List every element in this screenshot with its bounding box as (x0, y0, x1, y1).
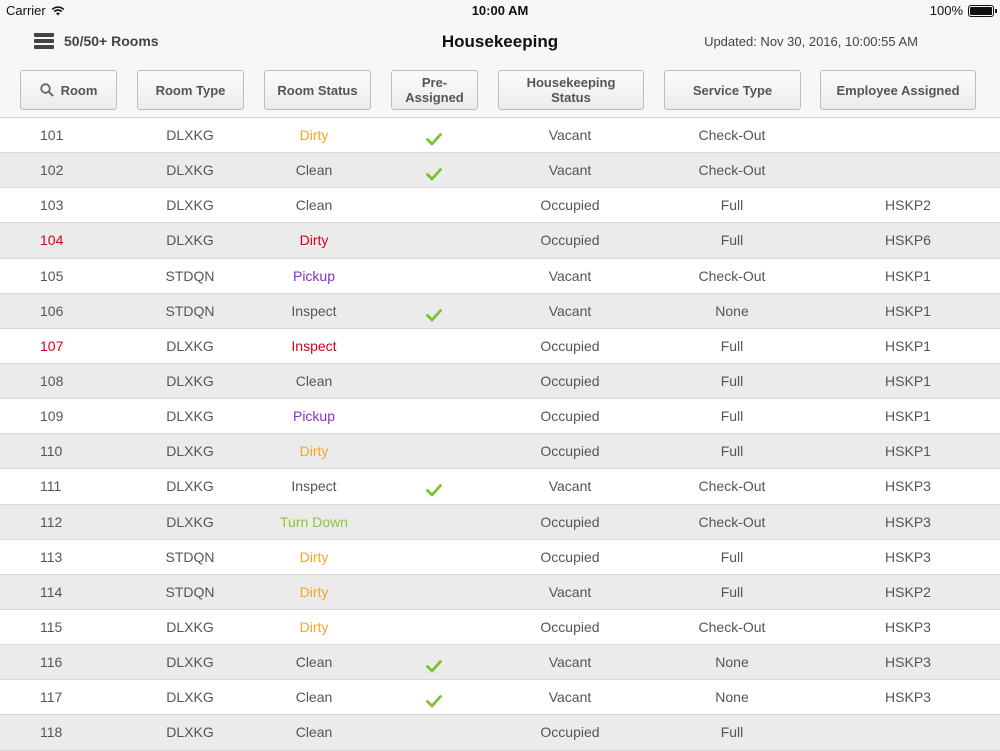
room-number: 109 (40, 408, 64, 425)
service-type: Full (720, 408, 744, 425)
room-status: Dirty (299, 618, 329, 635)
pre-assigned (414, 680, 454, 715)
housekeeping-status: Vacant (548, 478, 592, 495)
employee-assigned: HSKP3 (885, 654, 931, 671)
page-title: Housekeeping (441, 32, 559, 51)
pre-assigned-label-line2: Assigned (405, 90, 464, 105)
employee-assigned: HSKP1 (885, 267, 931, 284)
room-number: 101 (40, 127, 64, 143)
service-type: Full (720, 724, 744, 741)
service-type-button[interactable] (664, 70, 801, 110)
room-status: Clean (295, 724, 333, 741)
pre-assigned (414, 505, 454, 540)
battery-icon (968, 5, 994, 17)
housekeeping-status: Occupied (540, 337, 600, 354)
employee-assigned: HSKP6 (885, 232, 931, 249)
employee-assigned (848, 118, 968, 153)
service-type: None (715, 689, 749, 706)
room-type: DLXKG (166, 162, 214, 179)
column-filter-bar (0, 62, 1000, 118)
room-status: Pickup (292, 267, 336, 284)
pre-assigned (414, 188, 454, 223)
room-number: 111 (40, 478, 62, 495)
check-icon (426, 308, 442, 322)
room-type: DLXKG (166, 513, 214, 530)
pre-assigned (414, 575, 454, 610)
clock: 10:00 AM (471, 3, 529, 18)
employee-assigned: HSKP1 (885, 372, 931, 389)
employee-assigned (848, 153, 968, 188)
service-type: Check-Out (698, 162, 766, 179)
room-status: Clean (295, 654, 333, 671)
room-status: Clean (295, 197, 333, 214)
table-row[interactable] (0, 153, 1000, 188)
employee-assigned: HSKP3 (885, 478, 931, 495)
housekeeping-status: Vacant (548, 583, 592, 600)
room-status-button[interactable] (264, 70, 371, 110)
table-row[interactable] (0, 680, 1000, 715)
room-number: 106 (40, 302, 64, 319)
hk-status-label-line1: Housekeeping (526, 75, 616, 90)
service-type: Check-Out (698, 267, 766, 284)
housekeeping-status: Occupied (540, 408, 600, 425)
room-type: DLXKG (166, 372, 214, 389)
room-status-label: Room Status (277, 82, 358, 98)
housekeeping-status: Occupied (540, 372, 600, 389)
status-bar (0, 0, 1000, 20)
table-row[interactable] (0, 505, 1000, 540)
room-type: DLXKG (166, 443, 214, 460)
employee-assigned-button[interactable] (820, 70, 976, 110)
table-row[interactable] (0, 364, 1000, 399)
housekeeping-status: Vacant (548, 267, 592, 284)
last-updated: Updated: Nov 30, 2016, 10:00:55 AM (704, 34, 918, 49)
service-type: Full (720, 197, 744, 214)
service-type: Full (720, 548, 744, 565)
housekeeping-status: Vacant (548, 689, 592, 706)
table-row[interactable] (0, 188, 1000, 223)
table-row[interactable] (0, 469, 1000, 504)
service-type: Full (720, 337, 744, 354)
housekeeping-status-button[interactable] (498, 70, 644, 110)
table-row[interactable] (0, 329, 1000, 364)
room-status: Clean (295, 162, 333, 179)
room-count[interactable]: 50/50+ Rooms (64, 33, 159, 49)
room-type: DLXKG (166, 127, 214, 143)
room-number: 103 (40, 197, 64, 214)
room-type: DLXKG (166, 724, 214, 741)
housekeeping-status: Occupied (540, 197, 600, 214)
employee-assigned: HSKP2 (885, 583, 931, 600)
carrier-label: Carrier (6, 3, 46, 18)
service-type: None (715, 302, 749, 319)
room-number: 114 (40, 583, 63, 600)
table-row[interactable] (0, 540, 1000, 575)
room-type: STDQN (165, 548, 215, 565)
room-type: DLXKG (166, 689, 214, 706)
service-type-label: Service Type (692, 82, 773, 98)
app-header (0, 20, 1000, 62)
rooms-table (0, 118, 1000, 751)
pre-assigned (414, 294, 454, 329)
pre-assigned (414, 118, 454, 153)
table-row[interactable] (0, 118, 1000, 153)
room-type: DLXKG (166, 337, 214, 354)
housekeeping-status: Occupied (540, 513, 600, 530)
service-type: Full (720, 443, 744, 460)
employee-assigned: HSKP1 (885, 443, 931, 460)
room-status: Dirty (299, 548, 329, 565)
service-type: Check-Out (698, 127, 766, 143)
pre-assigned (414, 610, 454, 645)
pre-assigned (414, 153, 454, 188)
table-row[interactable] (0, 259, 1000, 294)
employee-assigned: HSKP2 (885, 197, 931, 214)
housekeeping-status: Occupied (540, 232, 600, 249)
service-type: Full (720, 583, 744, 600)
menu-icon[interactable] (34, 33, 54, 49)
battery-percent: 100% (929, 3, 963, 18)
housekeeping-status: Vacant (548, 654, 592, 671)
employee-assigned-label: Employee Assigned (836, 82, 960, 98)
pre-assigned (414, 715, 454, 750)
housekeeping-status: Vacant (548, 127, 592, 143)
employee-assigned (848, 715, 968, 750)
service-type: Check-Out (698, 618, 766, 635)
table-row[interactable] (0, 223, 1000, 258)
pre-assigned (414, 540, 454, 575)
housekeeping-status: Occupied (540, 548, 600, 565)
room-number: 112 (40, 513, 63, 530)
room-status: Turn Down (280, 513, 348, 530)
room-status: Inspect (291, 478, 337, 495)
room-type: DLXKG (166, 232, 214, 249)
check-icon (426, 659, 442, 673)
search-icon (40, 83, 54, 97)
employee-assigned: HSKP1 (885, 337, 931, 354)
housekeeping-status: Occupied (540, 618, 600, 635)
room-status: Clean (295, 689, 333, 706)
room-filter-button[interactable] (20, 70, 117, 110)
room-number: 115 (40, 618, 63, 635)
service-type: Check-Out (698, 478, 766, 495)
room-status: Dirty (299, 583, 329, 600)
table-row[interactable] (0, 434, 1000, 469)
room-type: STDQN (165, 302, 215, 319)
employee-assigned: HSKP3 (885, 513, 931, 530)
room-type: DLXKG (166, 654, 214, 671)
room-status: Pickup (292, 408, 336, 425)
room-number: 117 (40, 689, 63, 706)
room-number: 108 (40, 372, 64, 389)
housekeeping-status: Occupied (540, 443, 600, 460)
check-icon (426, 132, 442, 146)
table-row[interactable] (0, 294, 1000, 329)
room-type-button[interactable] (137, 70, 244, 110)
table-row[interactable] (0, 715, 1000, 750)
check-icon (426, 483, 442, 497)
room-status: Clean (295, 372, 333, 389)
service-type: Check-Out (698, 513, 766, 530)
check-icon (426, 167, 442, 181)
room-type: STDQN (165, 583, 215, 600)
pre-assigned-button[interactable] (391, 70, 478, 110)
pre-assigned (414, 223, 454, 258)
room-number: 116 (40, 654, 63, 671)
room-filter-label: Room (60, 82, 98, 98)
room-number: 105 (40, 267, 64, 284)
service-type: Full (720, 232, 744, 249)
table-row[interactable] (0, 399, 1000, 434)
room-type: DLXKG (166, 478, 214, 495)
check-icon (426, 694, 442, 708)
battery-indicator (930, 3, 994, 18)
room-number: 110 (40, 443, 63, 460)
pre-assigned (414, 645, 454, 680)
room-status: Inspect (291, 337, 337, 354)
housekeeping-status: Vacant (548, 302, 592, 319)
room-type: DLXKG (166, 618, 214, 635)
pre-assigned (414, 364, 454, 399)
pre-assigned (414, 434, 454, 469)
hk-status-label-line2: Status (551, 90, 591, 105)
table-row[interactable] (0, 645, 1000, 680)
pre-assigned-label-line1: Pre- (421, 75, 448, 90)
room-type: DLXKG (166, 408, 214, 425)
housekeeping-status: Occupied (540, 724, 600, 741)
room-status: Dirty (299, 443, 329, 460)
room-number: 104 (40, 232, 64, 249)
service-type: Full (720, 372, 744, 389)
employee-assigned: HSKP1 (885, 302, 931, 319)
pre-assigned (414, 259, 454, 294)
housekeeping-status: Vacant (548, 162, 592, 179)
pre-assigned (414, 329, 454, 364)
service-type: None (715, 654, 749, 671)
room-status: Dirty (299, 232, 329, 249)
room-type: DLXKG (166, 197, 214, 214)
room-type: STDQN (165, 267, 215, 284)
room-type-label: Room Type (155, 82, 226, 98)
room-status: Dirty (299, 127, 329, 143)
table-row[interactable] (0, 575, 1000, 610)
pre-assigned (414, 399, 454, 434)
room-number: 107 (40, 337, 64, 354)
room-status: Inspect (291, 302, 337, 319)
employee-assigned: HSKP1 (885, 408, 931, 425)
room-number: 118 (40, 724, 63, 741)
table-row[interactable] (0, 610, 1000, 645)
room-number: 113 (40, 548, 63, 565)
employee-assigned: HSKP3 (885, 689, 931, 706)
pre-assigned (414, 469, 454, 504)
employee-assigned: HSKP3 (885, 618, 931, 635)
room-number: 102 (40, 162, 64, 179)
employee-assigned: HSKP3 (885, 548, 931, 565)
